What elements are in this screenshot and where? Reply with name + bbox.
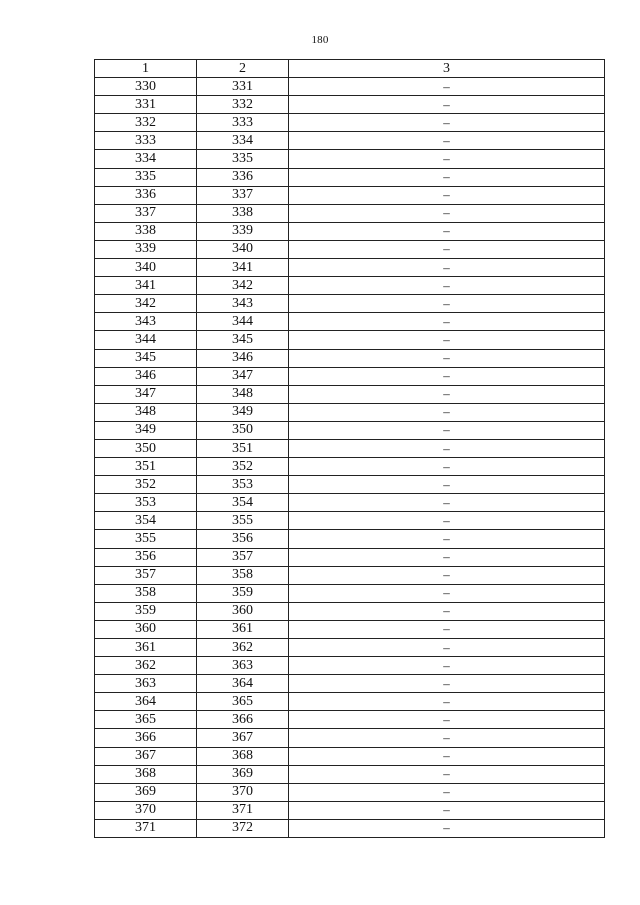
table-row xyxy=(95,458,605,476)
table-body xyxy=(95,78,605,838)
table-cell-col-1: 362 xyxy=(95,657,197,675)
table-cell-col-1: 356 xyxy=(95,548,197,566)
table-cell-col-1: 368 xyxy=(95,765,197,783)
table-cell-col-1: 371 xyxy=(95,819,197,837)
table-row xyxy=(95,439,605,457)
table-cell-col-1: 351 xyxy=(95,458,197,476)
table-cell-col-3: – xyxy=(289,439,605,457)
table-row xyxy=(95,168,605,186)
table-cell-col-3: – xyxy=(289,765,605,783)
table-row xyxy=(95,150,605,168)
table-cell-col-2: 363 xyxy=(197,657,289,675)
table-cell-col-1: 333 xyxy=(95,132,197,150)
table-cell-col-1: 337 xyxy=(95,204,197,222)
table-cell-col-3: – xyxy=(289,639,605,657)
page-number: 180 xyxy=(311,34,329,46)
table-cell-col-2: 341 xyxy=(197,259,289,277)
table-row xyxy=(95,313,605,331)
table-cell-col-1: 360 xyxy=(95,620,197,638)
table-row xyxy=(95,693,605,711)
table-cell-col-1: 348 xyxy=(95,403,197,421)
table-cell-col-1: 334 xyxy=(95,150,197,168)
table-cell-col-2: 357 xyxy=(197,548,289,566)
table-cell-col-1: 350 xyxy=(95,439,197,457)
data-table xyxy=(94,59,605,838)
table-row xyxy=(95,801,605,819)
table-cell-col-2: 356 xyxy=(197,530,289,548)
table-cell-col-3: – xyxy=(289,584,605,602)
table-row xyxy=(95,295,605,313)
table-row xyxy=(95,385,605,403)
table-cell-col-3: – xyxy=(289,259,605,277)
table-cell-col-1: 359 xyxy=(95,602,197,620)
table-cell-col-3: – xyxy=(289,367,605,385)
table-cell-col-3: – xyxy=(289,403,605,421)
table-cell-col-3: – xyxy=(289,240,605,258)
table-cell-col-1: 355 xyxy=(95,530,197,548)
table-cell-col-1: 369 xyxy=(95,783,197,801)
table-cell-col-3: – xyxy=(289,295,605,313)
table-cell-col-3: – xyxy=(289,78,605,96)
table-cell-col-1: 338 xyxy=(95,222,197,240)
table-cell-col-3: – xyxy=(289,421,605,439)
table-cell-col-2: 336 xyxy=(197,168,289,186)
table-cell-col-1: 336 xyxy=(95,186,197,204)
table-row xyxy=(95,331,605,349)
table-row xyxy=(95,512,605,530)
table-cell-col-2: 335 xyxy=(197,150,289,168)
table-cell-col-2: 364 xyxy=(197,675,289,693)
table-cell-col-2: 342 xyxy=(197,277,289,295)
table-cell-col-1: 335 xyxy=(95,168,197,186)
table-cell-col-2: 355 xyxy=(197,512,289,530)
table-cell-col-2: 370 xyxy=(197,783,289,801)
table-row xyxy=(95,476,605,494)
table-row xyxy=(95,620,605,638)
table-row xyxy=(95,222,605,240)
table-cell-col-3: – xyxy=(289,331,605,349)
table-cell-col-1: 331 xyxy=(95,96,197,114)
table-cell-col-2: 345 xyxy=(197,331,289,349)
table-cell-col-2: 339 xyxy=(197,222,289,240)
table-cell-col-3: – xyxy=(289,222,605,240)
table-row xyxy=(95,349,605,367)
table-cell-col-1: 367 xyxy=(95,747,197,765)
table-cell-col-2: 332 xyxy=(197,96,289,114)
table-cell-col-1: 341 xyxy=(95,277,197,295)
table-row xyxy=(95,78,605,96)
table-cell-col-2: 352 xyxy=(197,458,289,476)
table-cell-col-2: 348 xyxy=(197,385,289,403)
table-cell-col-2: 337 xyxy=(197,186,289,204)
table-header-row xyxy=(95,60,605,78)
table-row xyxy=(95,186,605,204)
table-row xyxy=(95,403,605,421)
table-row xyxy=(95,132,605,150)
table-cell-col-1: 363 xyxy=(95,675,197,693)
table-cell-col-3: – xyxy=(289,313,605,331)
table-cell-col-3: – xyxy=(289,114,605,132)
table-cell-col-2: 368 xyxy=(197,747,289,765)
table-cell-col-2: 351 xyxy=(197,439,289,457)
table-cell-col-1: 357 xyxy=(95,566,197,584)
table-cell-col-1: 354 xyxy=(95,512,197,530)
table-cell-col-3: – xyxy=(289,204,605,222)
table-cell-col-2: 358 xyxy=(197,566,289,584)
table-cell-col-3: – xyxy=(289,277,605,295)
table-cell-col-1: 370 xyxy=(95,801,197,819)
column-header-1: 1 xyxy=(95,60,197,78)
table-row xyxy=(95,765,605,783)
table-cell-col-1: 345 xyxy=(95,349,197,367)
table-cell-col-1: 352 xyxy=(95,476,197,494)
column-header-3: 3 xyxy=(289,60,605,78)
table-cell-col-3: – xyxy=(289,349,605,367)
table-cell-col-1: 330 xyxy=(95,78,197,96)
table-cell-col-3: – xyxy=(289,96,605,114)
table-cell-col-3: – xyxy=(289,711,605,729)
table-cell-col-2: 353 xyxy=(197,476,289,494)
table-row xyxy=(95,277,605,295)
table-cell-col-2: 333 xyxy=(197,114,289,132)
table-cell-col-2: 360 xyxy=(197,602,289,620)
table-cell-col-3: – xyxy=(289,476,605,494)
table-cell-col-1: 365 xyxy=(95,711,197,729)
table-cell-col-2: 338 xyxy=(197,204,289,222)
table-cell-col-1: 343 xyxy=(95,313,197,331)
table-cell-col-2: 366 xyxy=(197,711,289,729)
table-row xyxy=(95,747,605,765)
table-cell-col-3: – xyxy=(289,602,605,620)
table-cell-col-1: 346 xyxy=(95,367,197,385)
table-row xyxy=(95,259,605,277)
table-cell-col-3: – xyxy=(289,566,605,584)
table-cell-col-2: 334 xyxy=(197,132,289,150)
table-row xyxy=(95,602,605,620)
table-cell-col-1: 344 xyxy=(95,331,197,349)
table-cell-col-1: 353 xyxy=(95,494,197,512)
table-cell-col-3: – xyxy=(289,819,605,837)
table-cell-col-3: – xyxy=(289,458,605,476)
table-cell-col-3: – xyxy=(289,132,605,150)
table-row xyxy=(95,548,605,566)
table-cell-col-2: 347 xyxy=(197,367,289,385)
table-row xyxy=(95,783,605,801)
table-cell-col-1: 347 xyxy=(95,385,197,403)
table-row xyxy=(95,96,605,114)
table-cell-col-3: – xyxy=(289,385,605,403)
table-cell-col-2: 367 xyxy=(197,729,289,747)
table-row xyxy=(95,675,605,693)
table-cell-col-2: 349 xyxy=(197,403,289,421)
table-cell-col-3: – xyxy=(289,186,605,204)
column-header-2: 2 xyxy=(197,60,289,78)
table-cell-col-3: – xyxy=(289,620,605,638)
table-cell-col-1: 364 xyxy=(95,693,197,711)
table-row xyxy=(95,819,605,837)
table-cell-col-3: – xyxy=(289,729,605,747)
table-cell-col-2: 331 xyxy=(197,78,289,96)
table-cell-col-3: – xyxy=(289,494,605,512)
table-cell-col-1: 358 xyxy=(95,584,197,602)
table-cell-col-3: – xyxy=(289,801,605,819)
table-row xyxy=(95,204,605,222)
table-cell-col-3: – xyxy=(289,530,605,548)
table-cell-col-2: 343 xyxy=(197,295,289,313)
table-cell-col-2: 361 xyxy=(197,620,289,638)
table-cell-col-3: – xyxy=(289,150,605,168)
table-cell-col-3: – xyxy=(289,675,605,693)
table-cell-col-2: 365 xyxy=(197,693,289,711)
table-row xyxy=(95,421,605,439)
table-cell-col-3: – xyxy=(289,747,605,765)
table-row xyxy=(95,711,605,729)
table-cell-col-1: 342 xyxy=(95,295,197,313)
table-cell-col-2: 346 xyxy=(197,349,289,367)
table-row xyxy=(95,657,605,675)
table-row xyxy=(95,240,605,258)
table-cell-col-3: – xyxy=(289,693,605,711)
table-row xyxy=(95,494,605,512)
table-row xyxy=(95,639,605,657)
table-row xyxy=(95,566,605,584)
table-cell-col-1: 349 xyxy=(95,421,197,439)
table-cell-col-1: 340 xyxy=(95,259,197,277)
table-cell-col-1: 332 xyxy=(95,114,197,132)
table-cell-col-2: 362 xyxy=(197,639,289,657)
table-row xyxy=(95,530,605,548)
table-cell-col-2: 354 xyxy=(197,494,289,512)
table-cell-col-2: 350 xyxy=(197,421,289,439)
table-cell-col-1: 361 xyxy=(95,639,197,657)
table-cell-col-3: – xyxy=(289,168,605,186)
table-row xyxy=(95,367,605,385)
table-cell-col-1: 366 xyxy=(95,729,197,747)
table-row xyxy=(95,729,605,747)
table-cell-col-3: – xyxy=(289,512,605,530)
table-cell-col-2: 372 xyxy=(197,819,289,837)
table-cell-col-2: 371 xyxy=(197,801,289,819)
table-cell-col-2: 369 xyxy=(197,765,289,783)
table-cell-col-2: 340 xyxy=(197,240,289,258)
table-cell-col-3: – xyxy=(289,548,605,566)
table-cell-col-3: – xyxy=(289,783,605,801)
table-row xyxy=(95,114,605,132)
table-cell-col-1: 339 xyxy=(95,240,197,258)
table-row xyxy=(95,584,605,602)
table-cell-col-2: 359 xyxy=(197,584,289,602)
table-cell-col-3: – xyxy=(289,657,605,675)
table-cell-col-2: 344 xyxy=(197,313,289,331)
